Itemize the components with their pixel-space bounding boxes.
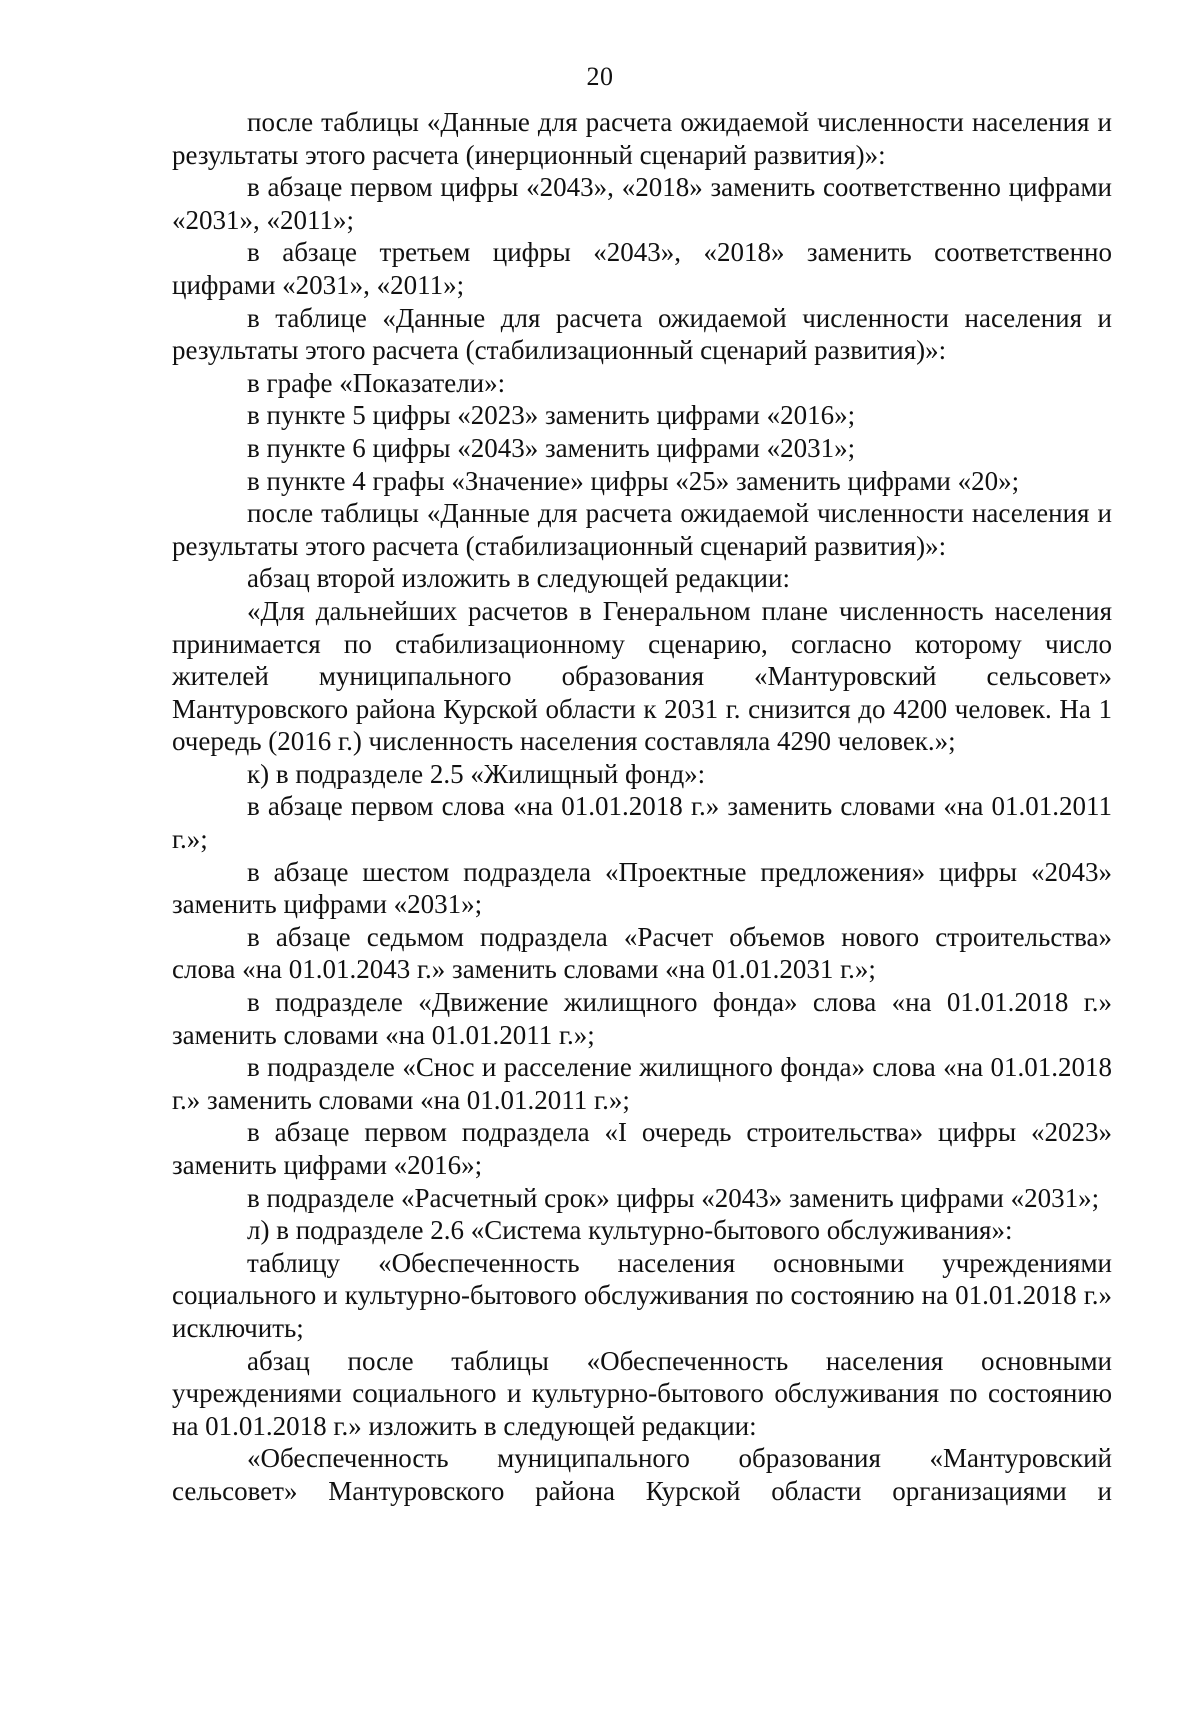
paragraph: в абзаце седьмом подраздела «Расчет объемов нового строительства» слова «на 01.01.2043 г.» заменить словами «на 01.01.2031 г.»; xyxy=(172,921,1112,985)
paragraph: л) в подразделе 2.6 «Система культурно-бытового обслуживания»: xyxy=(247,1215,1013,1246)
paragraph: в таблице «Данные для расчета ожидаемой численности населения и результаты этого расчета (стабилизационный сценарий развития)»: xyxy=(172,302,1112,366)
paragraph: после таблицы «Данные для расчета ожидаемой численности населения и результаты этого расчета (инерционный сценарий развития)»: xyxy=(172,107,1112,170)
paragraph: в абзаце первом слова «на 01.01.2018 г.» заменить словами «на 01.01.2011 г.»; xyxy=(172,791,1112,855)
paragraph: в подразделе «Движение жилищного фонда» слова «на 01.01.2018 г.» заменить словами «на 01.01.2011 г.»; xyxy=(172,987,1112,1050)
paragraph: в пункте 5 цифры «2023» заменить цифрами «2016»; xyxy=(247,400,856,431)
paragraph: в пункте 6 цифры «2043» заменить цифрами «2031»; xyxy=(247,432,856,463)
paragraph: в пункте 4 графы «Значение» цифры «25» заменить цифрами «20»; xyxy=(247,465,1020,496)
paragraph: в подразделе «Расчетный срок» цифры «2043» заменить цифрами «2031»; xyxy=(247,1182,1100,1213)
document-body xyxy=(172,106,1112,1508)
paragraph: в абзаце первом подраздела «I очередь строительства» цифры «2023» заменить цифрами «2016»; xyxy=(172,1117,1112,1180)
paragraph: абзац после таблицы «Обеспеченность населения основными учреждениями социального и культурно-бытового обслуживания по состоянию на 01.01.2018 г.» изложить в следующей редакции: xyxy=(172,1345,1112,1441)
paragraph: в абзаце третьем цифры «2043», «2018» заменить соответственно цифрами «2031», «2011»; xyxy=(172,237,1112,300)
paragraph: после таблицы «Данные для расчета ожидаемой численности населения и результаты этого расчета (стабилизационный сценарий развития)»: xyxy=(172,498,1112,561)
paragraph: в подразделе «Снос и расселение жилищного фонда» слова «на 01.01.2018 г.» заменить словами «на 01.01.2011 г.»; xyxy=(172,1052,1112,1115)
paragraph: таблицу «Обеспеченность населения основными учреждениями социального и культурно-бытового обслуживания по состоянию на 01.01.2018 г.» исключить; xyxy=(172,1247,1112,1343)
paragraph: «Для дальнейших расчетов в Генеральном плане численность населения принимается по стабилизационному сценарию, согласно которому число жителей муниципального образования «Мантуровский сельсовет» Мантуровского района Курской области к 2031 г. снизится до 4200 человек. На 1 очередь (2016 г.) численность населения составляла 4290 человек.»; xyxy=(172,595,1112,757)
paragraph: «Обеспеченность муниципального образования «Мантуровский сельсовет» Мантуровского района Курской области организациями и xyxy=(172,1443,1112,1506)
page-number: 20 xyxy=(586,62,614,91)
paragraph: в абзаце первом цифры «2043», «2018» заменить соответственно цифрами «2031», «2011»; xyxy=(172,172,1112,235)
paragraph: в абзаце шестом подраздела «Проектные предложения» цифры «2043» заменить цифрами «2031»; xyxy=(172,856,1112,920)
paragraph: абзац второй изложить в следующей редакции: xyxy=(247,563,790,594)
paragraph: к) в подразделе 2.5 «Жилищный фонд»: xyxy=(247,758,706,789)
paragraph: в графе «Показатели»: xyxy=(247,367,506,398)
